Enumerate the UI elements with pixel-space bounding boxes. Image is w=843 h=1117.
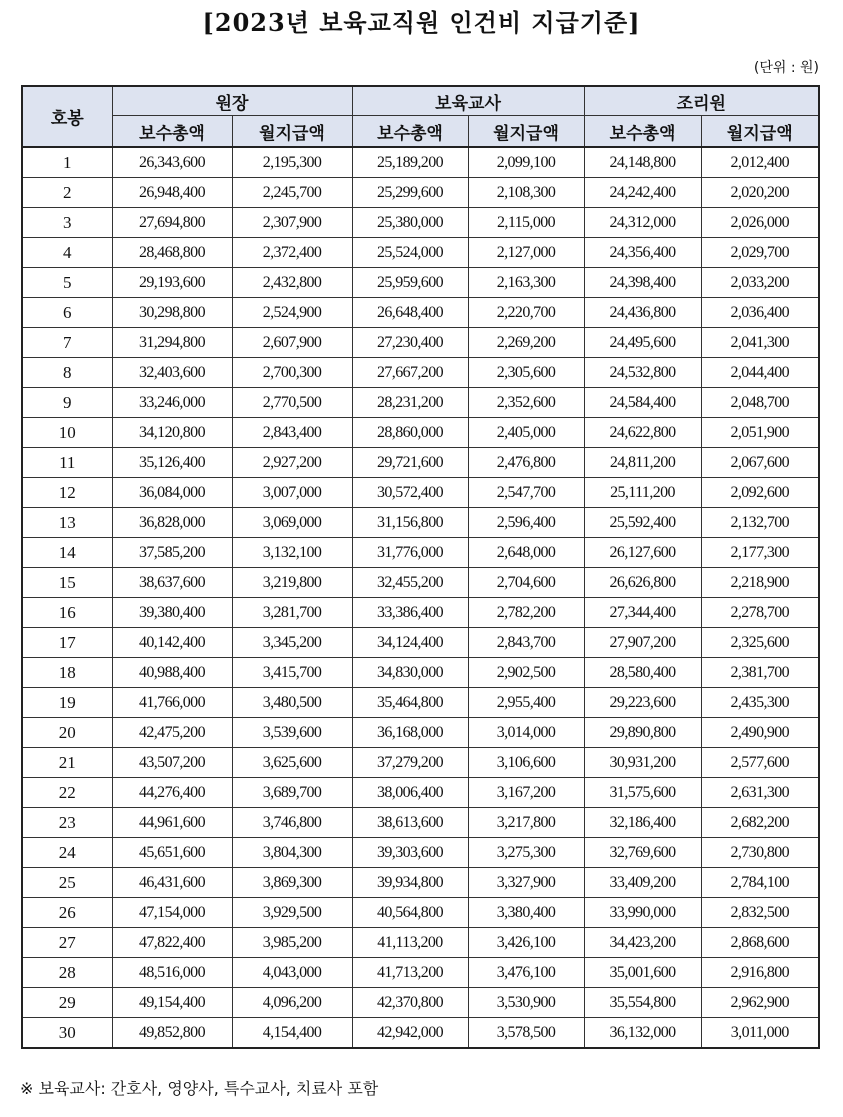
amount-cell: 24,312,000 <box>584 208 701 238</box>
amount-cell: 3,689,700 <box>232 778 352 808</box>
amount-cell: 25,959,600 <box>352 268 468 298</box>
amount-cell: 3,476,100 <box>468 958 584 988</box>
amount-cell: 2,127,000 <box>468 238 584 268</box>
amount-cell: 35,126,400 <box>112 448 232 478</box>
step-cell: 7 <box>22 328 112 358</box>
table-row <box>22 748 819 778</box>
step-cell: 12 <box>22 478 112 508</box>
amount-cell: 33,246,000 <box>112 388 232 418</box>
header-sub: 보수총액 <box>352 116 468 148</box>
amount-cell: 42,942,000 <box>352 1018 468 1049</box>
amount-cell: 3,011,000 <box>701 1018 819 1049</box>
amount-cell: 2,278,700 <box>701 598 819 628</box>
amount-cell: 33,386,400 <box>352 598 468 628</box>
step-cell: 16 <box>22 598 112 628</box>
header-group-director: 원장 <box>112 86 352 116</box>
amount-cell: 40,142,400 <box>112 628 232 658</box>
amount-cell: 24,242,400 <box>584 178 701 208</box>
amount-cell: 2,115,000 <box>468 208 584 238</box>
amount-cell: 36,168,000 <box>352 718 468 748</box>
salary-table <box>21 85 820 1049</box>
amount-cell: 2,607,900 <box>232 328 352 358</box>
amount-cell: 2,012,400 <box>701 147 819 178</box>
table-row <box>22 388 819 418</box>
amount-cell: 49,154,400 <box>112 988 232 1018</box>
amount-cell: 44,276,400 <box>112 778 232 808</box>
amount-cell: 24,532,800 <box>584 358 701 388</box>
amount-cell: 3,426,100 <box>468 928 584 958</box>
amount-cell: 41,713,200 <box>352 958 468 988</box>
amount-cell: 2,099,100 <box>468 147 584 178</box>
amount-cell: 2,044,400 <box>701 358 819 388</box>
amount-cell: 26,648,400 <box>352 298 468 328</box>
amount-cell: 3,985,200 <box>232 928 352 958</box>
amount-cell: 2,092,600 <box>701 478 819 508</box>
amount-cell: 2,048,700 <box>701 388 819 418</box>
amount-cell: 41,766,000 <box>112 688 232 718</box>
amount-cell: 2,730,800 <box>701 838 819 868</box>
amount-cell: 24,436,800 <box>584 298 701 328</box>
step-cell: 4 <box>22 238 112 268</box>
table-row <box>22 718 819 748</box>
amount-cell: 3,869,300 <box>232 868 352 898</box>
amount-cell: 2,927,200 <box>232 448 352 478</box>
step-cell: 10 <box>22 418 112 448</box>
step-cell: 29 <box>22 988 112 1018</box>
footnote: ※ 보육교사: 간호사, 영양사, 특수교사, 치료사 포함 <box>20 1079 379 1098</box>
table-row <box>22 838 819 868</box>
header-sub: 월지급액 <box>232 116 352 148</box>
header-sub: 월지급액 <box>701 116 819 148</box>
table-row <box>22 448 819 478</box>
amount-cell: 36,132,000 <box>584 1018 701 1049</box>
step-cell: 21 <box>22 748 112 778</box>
amount-cell: 39,934,800 <box>352 868 468 898</box>
amount-cell: 26,127,600 <box>584 538 701 568</box>
amount-cell: 40,988,400 <box>112 658 232 688</box>
amount-cell: 2,177,300 <box>701 538 819 568</box>
amount-cell: 3,275,300 <box>468 838 584 868</box>
amount-cell: 26,343,600 <box>112 147 232 178</box>
step-cell: 30 <box>22 1018 112 1049</box>
amount-cell: 24,495,600 <box>584 328 701 358</box>
amount-cell: 2,704,600 <box>468 568 584 598</box>
amount-cell: 3,929,500 <box>232 898 352 928</box>
amount-cell: 29,223,600 <box>584 688 701 718</box>
amount-cell: 45,651,600 <box>112 838 232 868</box>
amount-cell: 24,584,400 <box>584 388 701 418</box>
step-cell: 27 <box>22 928 112 958</box>
amount-cell: 2,405,000 <box>468 418 584 448</box>
amount-cell: 34,423,200 <box>584 928 701 958</box>
amount-cell: 3,539,600 <box>232 718 352 748</box>
amount-cell: 3,217,800 <box>468 808 584 838</box>
step-cell: 23 <box>22 808 112 838</box>
table-row <box>22 598 819 628</box>
amount-cell: 27,667,200 <box>352 358 468 388</box>
amount-cell: 2,381,700 <box>701 658 819 688</box>
table-row <box>22 808 819 838</box>
amount-cell: 2,108,300 <box>468 178 584 208</box>
amount-cell: 25,111,200 <box>584 478 701 508</box>
amount-cell: 2,245,700 <box>232 178 352 208</box>
amount-cell: 2,902,500 <box>468 658 584 688</box>
amount-cell: 36,084,000 <box>112 478 232 508</box>
step-cell: 5 <box>22 268 112 298</box>
amount-cell: 3,167,200 <box>468 778 584 808</box>
amount-cell: 2,631,300 <box>701 778 819 808</box>
amount-cell: 2,020,200 <box>701 178 819 208</box>
step-cell: 15 <box>22 568 112 598</box>
amount-cell: 2,547,700 <box>468 478 584 508</box>
table-row <box>22 508 819 538</box>
page-title: [2023년 보육교직원 인건비 지급기준] <box>202 8 641 37</box>
amount-cell: 33,409,200 <box>584 868 701 898</box>
amount-cell: 33,990,000 <box>584 898 701 928</box>
amount-cell: 2,955,400 <box>468 688 584 718</box>
amount-cell: 31,156,800 <box>352 508 468 538</box>
amount-cell: 41,113,200 <box>352 928 468 958</box>
amount-cell: 35,001,600 <box>584 958 701 988</box>
step-cell: 24 <box>22 838 112 868</box>
amount-cell: 24,398,400 <box>584 268 701 298</box>
amount-cell: 25,380,000 <box>352 208 468 238</box>
amount-cell: 2,524,900 <box>232 298 352 328</box>
amount-cell: 29,193,600 <box>112 268 232 298</box>
amount-cell: 24,811,200 <box>584 448 701 478</box>
table-row <box>22 778 819 808</box>
amount-cell: 32,769,600 <box>584 838 701 868</box>
amount-cell: 26,626,800 <box>584 568 701 598</box>
amount-cell: 25,524,000 <box>352 238 468 268</box>
amount-cell: 3,345,200 <box>232 628 352 658</box>
amount-cell: 2,432,800 <box>232 268 352 298</box>
amount-cell: 3,578,500 <box>468 1018 584 1049</box>
unit-label: (단위 : 원) <box>753 60 819 76</box>
amount-cell: 3,007,000 <box>232 478 352 508</box>
amount-cell: 29,721,600 <box>352 448 468 478</box>
step-cell: 11 <box>22 448 112 478</box>
amount-cell: 3,014,000 <box>468 718 584 748</box>
amount-cell: 49,852,800 <box>112 1018 232 1049</box>
table-row <box>22 538 819 568</box>
amount-cell: 47,154,000 <box>112 898 232 928</box>
amount-cell: 27,694,800 <box>112 208 232 238</box>
amount-cell: 25,299,600 <box>352 178 468 208</box>
amount-cell: 2,700,300 <box>232 358 352 388</box>
table-row <box>22 868 819 898</box>
amount-cell: 2,682,200 <box>701 808 819 838</box>
amount-cell: 3,530,900 <box>468 988 584 1018</box>
table-row <box>22 928 819 958</box>
step-cell: 2 <box>22 178 112 208</box>
table-body <box>22 147 819 1048</box>
amount-cell: 37,279,200 <box>352 748 468 778</box>
step-cell: 28 <box>22 958 112 988</box>
amount-cell: 38,613,600 <box>352 808 468 838</box>
amount-cell: 2,868,600 <box>701 928 819 958</box>
amount-cell: 25,592,400 <box>584 508 701 538</box>
amount-cell: 4,154,400 <box>232 1018 352 1049</box>
amount-cell: 3,219,800 <box>232 568 352 598</box>
amount-cell: 28,860,000 <box>352 418 468 448</box>
amount-cell: 2,962,900 <box>701 988 819 1018</box>
amount-cell: 3,380,400 <box>468 898 584 928</box>
step-cell: 1 <box>22 147 112 178</box>
amount-cell: 2,218,900 <box>701 568 819 598</box>
header-sub: 월지급액 <box>468 116 584 148</box>
header-sub: 보수총액 <box>112 116 232 148</box>
amount-cell: 3,132,100 <box>232 538 352 568</box>
table-row <box>22 147 819 178</box>
amount-cell: 39,380,400 <box>112 598 232 628</box>
header-group-teacher: 보육교사 <box>352 86 584 116</box>
amount-cell: 44,961,600 <box>112 808 232 838</box>
step-cell: 8 <box>22 358 112 388</box>
amount-cell: 32,403,600 <box>112 358 232 388</box>
amount-cell: 31,294,800 <box>112 328 232 358</box>
amount-cell: 37,585,200 <box>112 538 232 568</box>
amount-cell: 3,804,300 <box>232 838 352 868</box>
table-row <box>22 1018 819 1049</box>
amount-cell: 32,186,400 <box>584 808 701 838</box>
amount-cell: 3,069,000 <box>232 508 352 538</box>
step-cell: 14 <box>22 538 112 568</box>
amount-cell: 2,832,500 <box>701 898 819 928</box>
amount-cell: 2,026,000 <box>701 208 819 238</box>
amount-cell: 2,305,600 <box>468 358 584 388</box>
header-sub: 보수총액 <box>584 116 701 148</box>
table-row <box>22 688 819 718</box>
amount-cell: 2,596,400 <box>468 508 584 538</box>
amount-cell: 2,577,600 <box>701 748 819 778</box>
amount-cell: 2,132,700 <box>701 508 819 538</box>
amount-cell: 26,948,400 <box>112 178 232 208</box>
amount-cell: 38,006,400 <box>352 778 468 808</box>
table-row <box>22 418 819 448</box>
table-row <box>22 298 819 328</box>
amount-cell: 35,554,800 <box>584 988 701 1018</box>
amount-cell: 2,163,300 <box>468 268 584 298</box>
table-row <box>22 238 819 268</box>
amount-cell: 2,843,700 <box>468 628 584 658</box>
amount-cell: 38,637,600 <box>112 568 232 598</box>
table-row <box>22 958 819 988</box>
amount-cell: 32,455,200 <box>352 568 468 598</box>
amount-cell: 3,106,600 <box>468 748 584 778</box>
amount-cell: 2,067,600 <box>701 448 819 478</box>
table-row <box>22 208 819 238</box>
amount-cell: 3,746,800 <box>232 808 352 838</box>
step-cell: 25 <box>22 868 112 898</box>
amount-cell: 34,120,800 <box>112 418 232 448</box>
step-cell: 6 <box>22 298 112 328</box>
step-cell: 9 <box>22 388 112 418</box>
amount-cell: 4,043,000 <box>232 958 352 988</box>
amount-cell: 34,830,000 <box>352 658 468 688</box>
table-row <box>22 898 819 928</box>
table-row <box>22 478 819 508</box>
table-row <box>22 268 819 298</box>
amount-cell: 2,372,400 <box>232 238 352 268</box>
amount-cell: 2,784,100 <box>701 868 819 898</box>
amount-cell: 2,843,400 <box>232 418 352 448</box>
amount-cell: 46,431,600 <box>112 868 232 898</box>
table-row <box>22 568 819 598</box>
amount-cell: 2,490,900 <box>701 718 819 748</box>
amount-cell: 2,782,200 <box>468 598 584 628</box>
amount-cell: 31,575,600 <box>584 778 701 808</box>
amount-cell: 29,890,800 <box>584 718 701 748</box>
step-cell: 20 <box>22 718 112 748</box>
amount-cell: 24,148,800 <box>584 147 701 178</box>
amount-cell: 25,189,200 <box>352 147 468 178</box>
table-row <box>22 358 819 388</box>
step-cell: 3 <box>22 208 112 238</box>
amount-cell: 2,307,900 <box>232 208 352 238</box>
amount-cell: 2,041,300 <box>701 328 819 358</box>
amount-cell: 3,415,700 <box>232 658 352 688</box>
amount-cell: 4,096,200 <box>232 988 352 1018</box>
amount-cell: 2,352,600 <box>468 388 584 418</box>
amount-cell: 2,195,300 <box>232 147 352 178</box>
amount-cell: 47,822,400 <box>112 928 232 958</box>
amount-cell: 28,468,800 <box>112 238 232 268</box>
amount-cell: 3,327,900 <box>468 868 584 898</box>
amount-cell: 24,356,400 <box>584 238 701 268</box>
amount-cell: 2,476,800 <box>468 448 584 478</box>
table-row <box>22 328 819 358</box>
step-cell: 19 <box>22 688 112 718</box>
amount-cell: 2,325,600 <box>701 628 819 658</box>
amount-cell: 43,507,200 <box>112 748 232 778</box>
amount-cell: 2,036,400 <box>701 298 819 328</box>
amount-cell: 3,480,500 <box>232 688 352 718</box>
amount-cell: 27,230,400 <box>352 328 468 358</box>
step-cell: 18 <box>22 658 112 688</box>
amount-cell: 2,770,500 <box>232 388 352 418</box>
amount-cell: 27,344,400 <box>584 598 701 628</box>
amount-cell: 30,931,200 <box>584 748 701 778</box>
header-group-cook: 조리원 <box>584 86 819 116</box>
amount-cell: 48,516,000 <box>112 958 232 988</box>
amount-cell: 30,572,400 <box>352 478 468 508</box>
amount-cell: 3,281,700 <box>232 598 352 628</box>
amount-cell: 39,303,600 <box>352 838 468 868</box>
amount-cell: 31,776,000 <box>352 538 468 568</box>
table-row <box>22 988 819 1018</box>
amount-cell: 2,269,200 <box>468 328 584 358</box>
amount-cell: 24,622,800 <box>584 418 701 448</box>
amount-cell: 2,435,300 <box>701 688 819 718</box>
table-row <box>22 658 819 688</box>
amount-cell: 42,475,200 <box>112 718 232 748</box>
amount-cell: 28,580,400 <box>584 658 701 688</box>
amount-cell: 34,124,400 <box>352 628 468 658</box>
amount-cell: 2,029,700 <box>701 238 819 268</box>
amount-cell: 2,051,900 <box>701 418 819 448</box>
step-cell: 17 <box>22 628 112 658</box>
amount-cell: 2,220,700 <box>468 298 584 328</box>
amount-cell: 27,907,200 <box>584 628 701 658</box>
amount-cell: 2,033,200 <box>701 268 819 298</box>
amount-cell: 2,916,800 <box>701 958 819 988</box>
amount-cell: 42,370,800 <box>352 988 468 1018</box>
amount-cell: 35,464,800 <box>352 688 468 718</box>
step-cell: 13 <box>22 508 112 538</box>
table-row <box>22 178 819 208</box>
amount-cell: 3,625,600 <box>232 748 352 778</box>
amount-cell: 40,564,800 <box>352 898 468 928</box>
amount-cell: 28,231,200 <box>352 388 468 418</box>
step-cell: 22 <box>22 778 112 808</box>
step-cell: 26 <box>22 898 112 928</box>
amount-cell: 2,648,000 <box>468 538 584 568</box>
amount-cell: 30,298,800 <box>112 298 232 328</box>
table-row <box>22 628 819 658</box>
header-step: 호봉 <box>22 86 112 147</box>
amount-cell: 36,828,000 <box>112 508 232 538</box>
